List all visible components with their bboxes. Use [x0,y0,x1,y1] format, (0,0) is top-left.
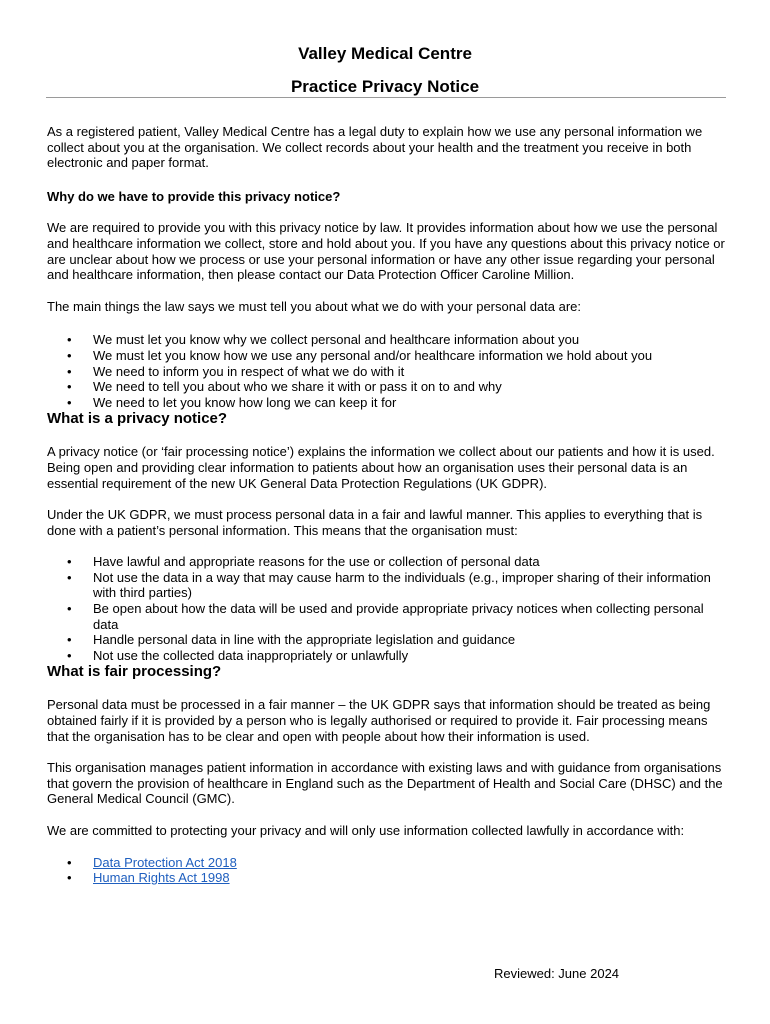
intro-paragraph: As a registered patient, Valley Medical Centre has a legal duty to explain how we use any personal information we collect about you at the organisation. We collect records about your health and the treatment you receive in both electronic and paper format. [47,124,703,171]
list-item: • Handle personal data in line with the appropriate legislation and guidance [47,632,727,648]
list-item: • We need to inform you in respect of what we do with it [47,364,727,380]
list-item: • Not use the data in a way that may cause harm to the individuals (e.g., improper sharing of their information with third parties) [47,570,727,601]
legislation-link-list [47,855,727,886]
what-notice-bullet-list [47,554,727,663]
why-bullet-list [47,332,727,410]
list-item: • Not use the collected data inappropriately or unlawfully [47,648,727,664]
reviewed-date: Reviewed: June 2024 [494,966,620,981]
what-notice-paragraph-1: A privacy notice (or ‘fair processing notice’) explains the information we collect about our patients and how it is used. Being open and providing clear information to patients about how an organisation uses their personal data is an essential requirement of the new UK General Data Protection Regulations (UK GDPR). [47,444,715,491]
list-item: • We must let you know how we use any personal and/or healthcare information we hold about you [47,348,727,364]
list-item [47,855,727,871]
list-item: • We need to tell you about who we share it with or pass it on to and why [47,379,727,395]
list-item: • We need to let you know how long we can keep it for [47,395,727,411]
title-divider [46,97,726,98]
what-notice-paragraph-2: Under the UK GDPR, we must process personal data in a fair and lawful manner. This applies to everything that is done with a patient’s personal information. This means that the organisation must: [47,507,703,538]
fair-paragraph-1: Personal data must be processed in a fair manner – the UK GDPR says that information should be treated as being obtained fairly if it is provided by a person who is legally authorised or required to provide it. Fair processing means that the organisation has to be clear and open with people about how their information is used. [47,697,711,744]
fair-paragraph-2: This organisation manages patient information in accordance with existing laws and with guidance from organisations that govern the provision of healthcare in England such as the Department of Health and Social Care (DHSC) and the General Medical Council (GMC). [47,760,723,807]
document-body [47,124,727,886]
doc-title: Practice Privacy Notice [290,77,480,96]
data-protection-act-link[interactable]: Data Protection Act 2018 [93,854,237,870]
what-notice-heading: What is a privacy notice? [47,410,228,428]
why-paragraph-2: The main things the law says we must tell you about what we do with your personal data are: [47,298,582,314]
list-item [47,870,727,886]
human-rights-act-link[interactable]: Human Rights Act 1998 [93,870,230,886]
why-heading: Why do we have to provide this privacy notice? [47,188,341,204]
list-item: • Have lawful and appropriate reasons for the use or collection of personal data [47,554,727,570]
org-name: Valley Medical Centre [298,44,472,63]
fair-heading: What is fair processing? [47,663,222,681]
list-item: • Be open about how the data will be used and provide appropriate privacy notices when collecting personal data [47,601,727,632]
why-paragraph-1: We are required to provide you with this privacy notice by law. It provides information about how we use the personal and healthcare information we collect, store and hold about you. If you have any questions about this privacy notice or are unclear about how we process or use your personal information or have any other issue regarding your personal and healthcare information, then please contact our Data Protection Officer Caroline Million. [47,220,725,283]
list-item: • We must let you know why we collect personal and healthcare information about you [47,332,727,348]
fair-paragraph-3: We are committed to protecting your privacy and will only use information collected lawfully in accordance with: [47,823,685,838]
